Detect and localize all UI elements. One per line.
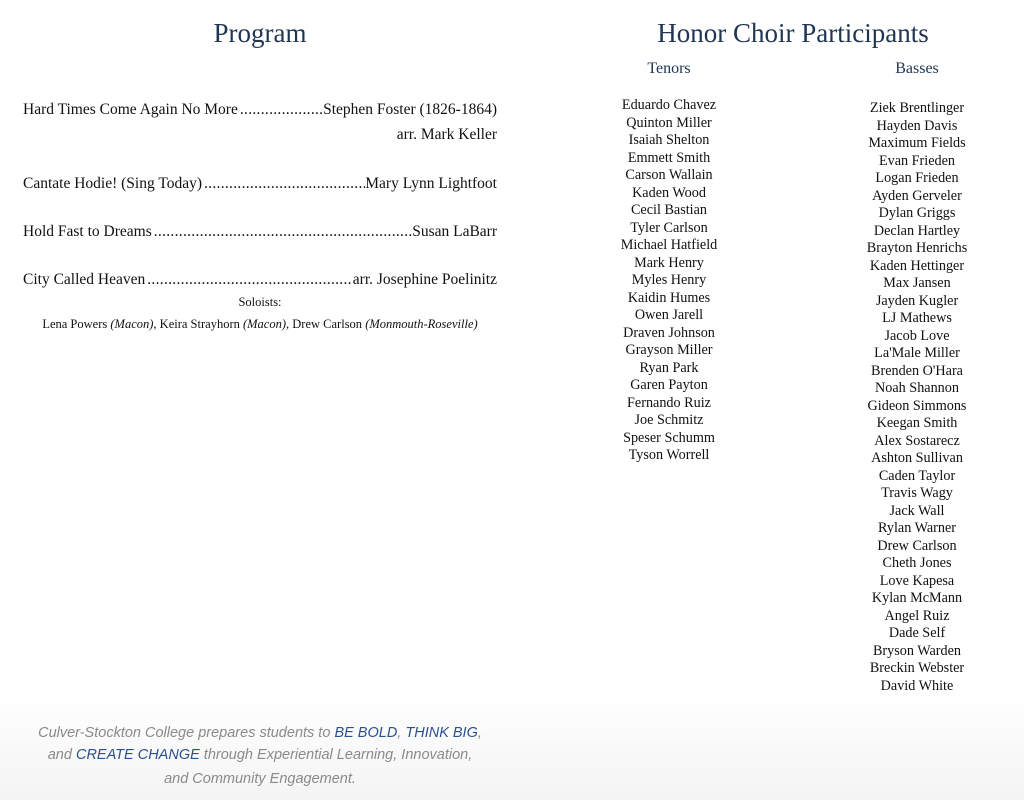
participant-name: Eduardo Chavez: [621, 97, 717, 113]
participant-name: Tyler Carlson: [630, 219, 708, 236]
dot-leader: [145, 271, 353, 289]
participant-name: Garen Payton: [630, 377, 708, 393]
participant-name: Dylan Griggs: [878, 205, 956, 221]
participant-name: Caden Taylor: [878, 467, 956, 484]
participant-name: Draven Johnson: [623, 324, 715, 341]
soloist-name: Lena Powers: [42, 317, 108, 331]
program-title: Program: [213, 18, 307, 48]
dot-leader: [238, 101, 323, 119]
participant-name: Owen Jarell: [634, 307, 704, 323]
tenors-list: [569, 97, 769, 465]
participant-name: Maximum Fields: [868, 135, 966, 151]
participant-name: Brayton Henrichs: [866, 240, 968, 256]
participant-name: Joe Schmitz: [634, 412, 704, 428]
participant-name: Dade Self: [888, 625, 946, 641]
participant-name: Speser Schumm: [623, 429, 715, 446]
participant-name: La'Male Miller: [874, 345, 960, 361]
participant-name: Alex Sostarecz: [874, 432, 960, 449]
participant-name: Emmett Smith: [627, 149, 711, 166]
footer-text: ,: [397, 725, 406, 741]
dot-leader: [202, 175, 365, 193]
participant-name: Keegan Smith: [876, 415, 958, 431]
participant-name: Noah Shannon: [875, 380, 959, 396]
dot-leader: [152, 223, 412, 241]
participant-name: Declan Hartley: [873, 222, 961, 239]
participant-name: Breckin Webster: [869, 660, 965, 676]
participant-name: Ryan Park: [639, 359, 699, 376]
participant-name: Jack Wall: [889, 502, 945, 519]
basses-heading: Basses: [895, 60, 939, 77]
arranger: arr. Mark Keller: [396, 126, 497, 143]
participant-name: Quinton Miller: [626, 114, 712, 131]
soloist-school: (Macon): [242, 317, 287, 331]
program-entry: [23, 223, 497, 241]
composer: Mary Lynn Lightfoot: [365, 175, 497, 192]
program-entry: [23, 101, 497, 119]
participant-name: Carson Wallain: [625, 167, 713, 183]
basses-list: [817, 100, 1017, 695]
participant-name: Myles Henry: [631, 272, 707, 288]
participant-name: Hayden Davis: [876, 117, 958, 134]
soloist-name: Keira Strayhorn: [159, 317, 240, 331]
soloist-school: (Monmouth-Roseville): [365, 317, 478, 331]
participant-name: Kaden Wood: [632, 184, 706, 201]
program-entry: [23, 271, 497, 289]
participant-name: Cheth Jones: [882, 555, 952, 571]
mission-statement: [0, 722, 520, 790]
piece-title: Hard Times Come Again No More: [23, 101, 238, 118]
program-entry: [23, 175, 497, 193]
footer-highlight: THINK BIG: [405, 725, 478, 741]
composer: Stephen Foster (1826-1864): [323, 101, 497, 118]
composer: Susan LaBarr: [412, 223, 497, 240]
participant-name: Kaidin Humes: [627, 289, 711, 306]
participant-name: Mark Henry: [634, 254, 704, 271]
participant-name: Travis Wagy: [881, 485, 953, 501]
participant-name: Isaiah Shelton: [628, 132, 710, 148]
participant-name: Cecil Bastian: [630, 202, 708, 218]
participant-name: Drew Carlson: [877, 537, 957, 554]
choir-title: Honor Choir Participants: [657, 18, 929, 48]
participant-name: Max Jansen: [883, 275, 951, 291]
participant-name: Fernando Ruiz: [627, 394, 711, 411]
participant-name: Angel Ruiz: [884, 607, 950, 624]
footer-highlight: BE BOLD: [334, 725, 398, 741]
soloist-school: (Macon): [110, 317, 154, 331]
footer-text: ,: [477, 725, 482, 741]
participant-name: Evan Frieden: [878, 152, 956, 169]
participant-name: Rylan Warner: [877, 520, 956, 536]
participant-name: Bryson Warden: [872, 642, 962, 659]
participant-name: David White: [880, 677, 954, 694]
participant-name: Logan Frieden: [875, 170, 959, 186]
participant-name: Love Kapesa: [879, 572, 955, 589]
participant-name: Tyson Worrell: [628, 447, 710, 463]
footer-text: and: [47, 747, 76, 763]
composer: arr. Josephine Poelinitz: [352, 271, 497, 288]
participant-name: Jayden Kugler: [875, 292, 959, 309]
participant-name: Ashton Sullivan: [871, 450, 963, 466]
piece-title: City Called Heaven: [23, 271, 146, 288]
footer-highlight: CREATE CHANGE: [75, 747, 200, 763]
participant-name: Gideon Simmons: [867, 397, 967, 414]
footer-text: Culver-Stockton College prepares students to: [38, 725, 335, 741]
footer-text: and Community Engagement.: [164, 771, 356, 787]
participant-name: Kaden Hettinger: [869, 257, 965, 274]
participant-name: LJ Mathews: [882, 310, 952, 326]
tenors-heading: Tenors: [647, 60, 691, 77]
participant-name: Michael Hatfield: [620, 237, 718, 253]
participant-name: Kylan McMann: [871, 590, 963, 606]
footer-text: through Experiential Learning, Innovation,: [199, 747, 473, 763]
participant-name: Ayden Gerveler: [872, 187, 962, 204]
soloist-name: Drew Carlson: [292, 317, 363, 331]
participant-name: Jacob Love: [884, 327, 950, 344]
participant-name: Brenden O'Hara: [871, 362, 963, 379]
soloists-list: Lena Powers (Macon), Keira Strayhorn (Macon), Drew Carlson (Monmouth-Roseville): [42, 317, 478, 331]
participant-name: Ziek Brentlinger: [869, 100, 965, 116]
piece-title: Hold Fast to Dreams: [23, 223, 152, 240]
piece-title: Cantate Hodie! (Sing Today): [23, 175, 202, 192]
participant-name: Grayson Miller: [625, 342, 713, 358]
soloists-label: Soloists:: [238, 295, 282, 309]
